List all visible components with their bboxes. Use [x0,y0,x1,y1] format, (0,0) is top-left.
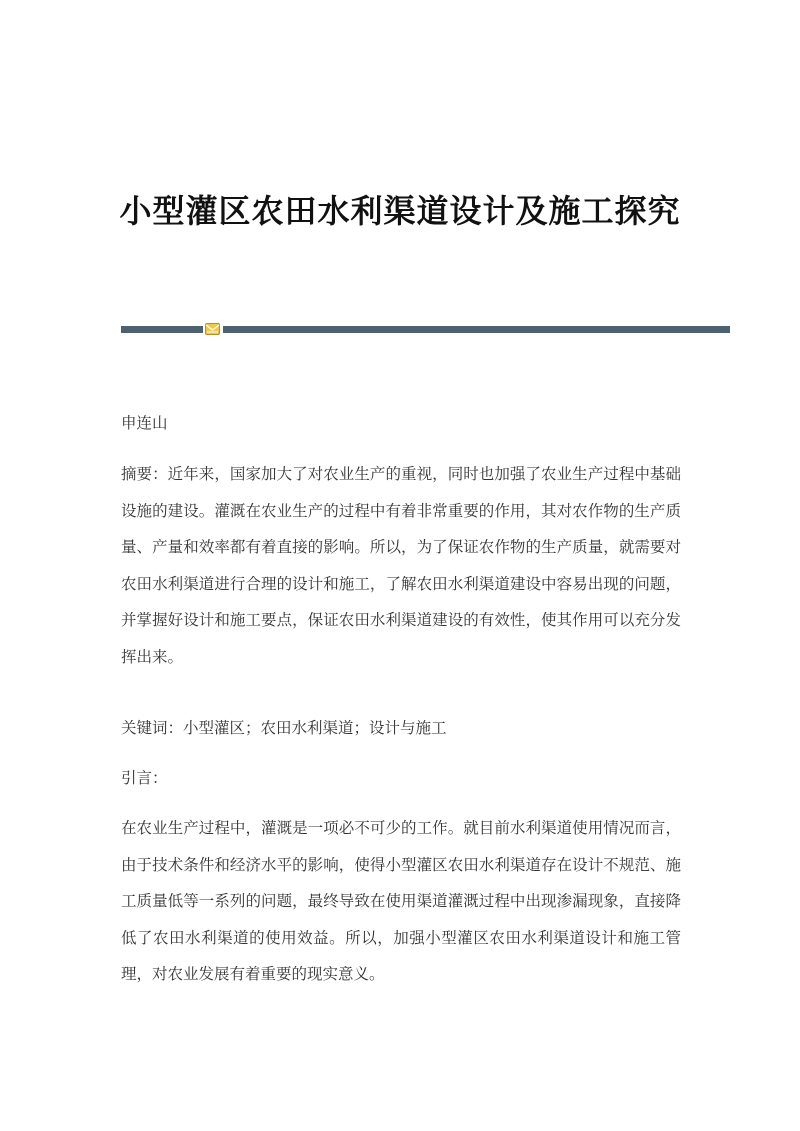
intro-heading: 引言： [121,769,168,787]
title-divider-left [121,326,203,333]
document-title: 小型灌区农田水利渠道设计及施工探究 [119,192,681,230]
author-name: 申连山 [121,414,168,432]
title-divider-right [223,326,730,333]
abstract-paragraph: 摘要：近年来，国家加大了对农业生产的重视，同时也加强了农业生产过程中基础设施的建设。灌溉在农业生产的过程中有着非常重要的作用，其对农作物的生产质量、产量和效率都有着直接的影响。所以，为了保证农作物的生产质量，就需要对农田水利渠道进行合理的设计和施工，了解农田水利渠道建设中容易出现的问题，并掌握好设计和施工要点，保证农田水利渠道建设的有效性，使其作用可以充分发挥出来。 [121,465,681,666]
keywords-line: 关键词：小型灌区；农田水利渠道；设计与施工 [121,719,447,737]
envelope-icon [205,323,220,335]
intro-paragraph: 在农业生产过程中，灌溉是一项必不可少的工作。就目前水利渠道使用情况而言，由于技术条件和经济水平的影响，使得小型灌区农田水利渠道存在设计不规范、施工质量低等一系列的问题，最终导致在使用渠道灌溉过程中出现渗漏现象，直接降低了农田水利渠道的使用效益。所以，加强小型灌区农田水利渠道设计和施工管理，对农业发展有着重要的现实意义。 [121,819,681,983]
